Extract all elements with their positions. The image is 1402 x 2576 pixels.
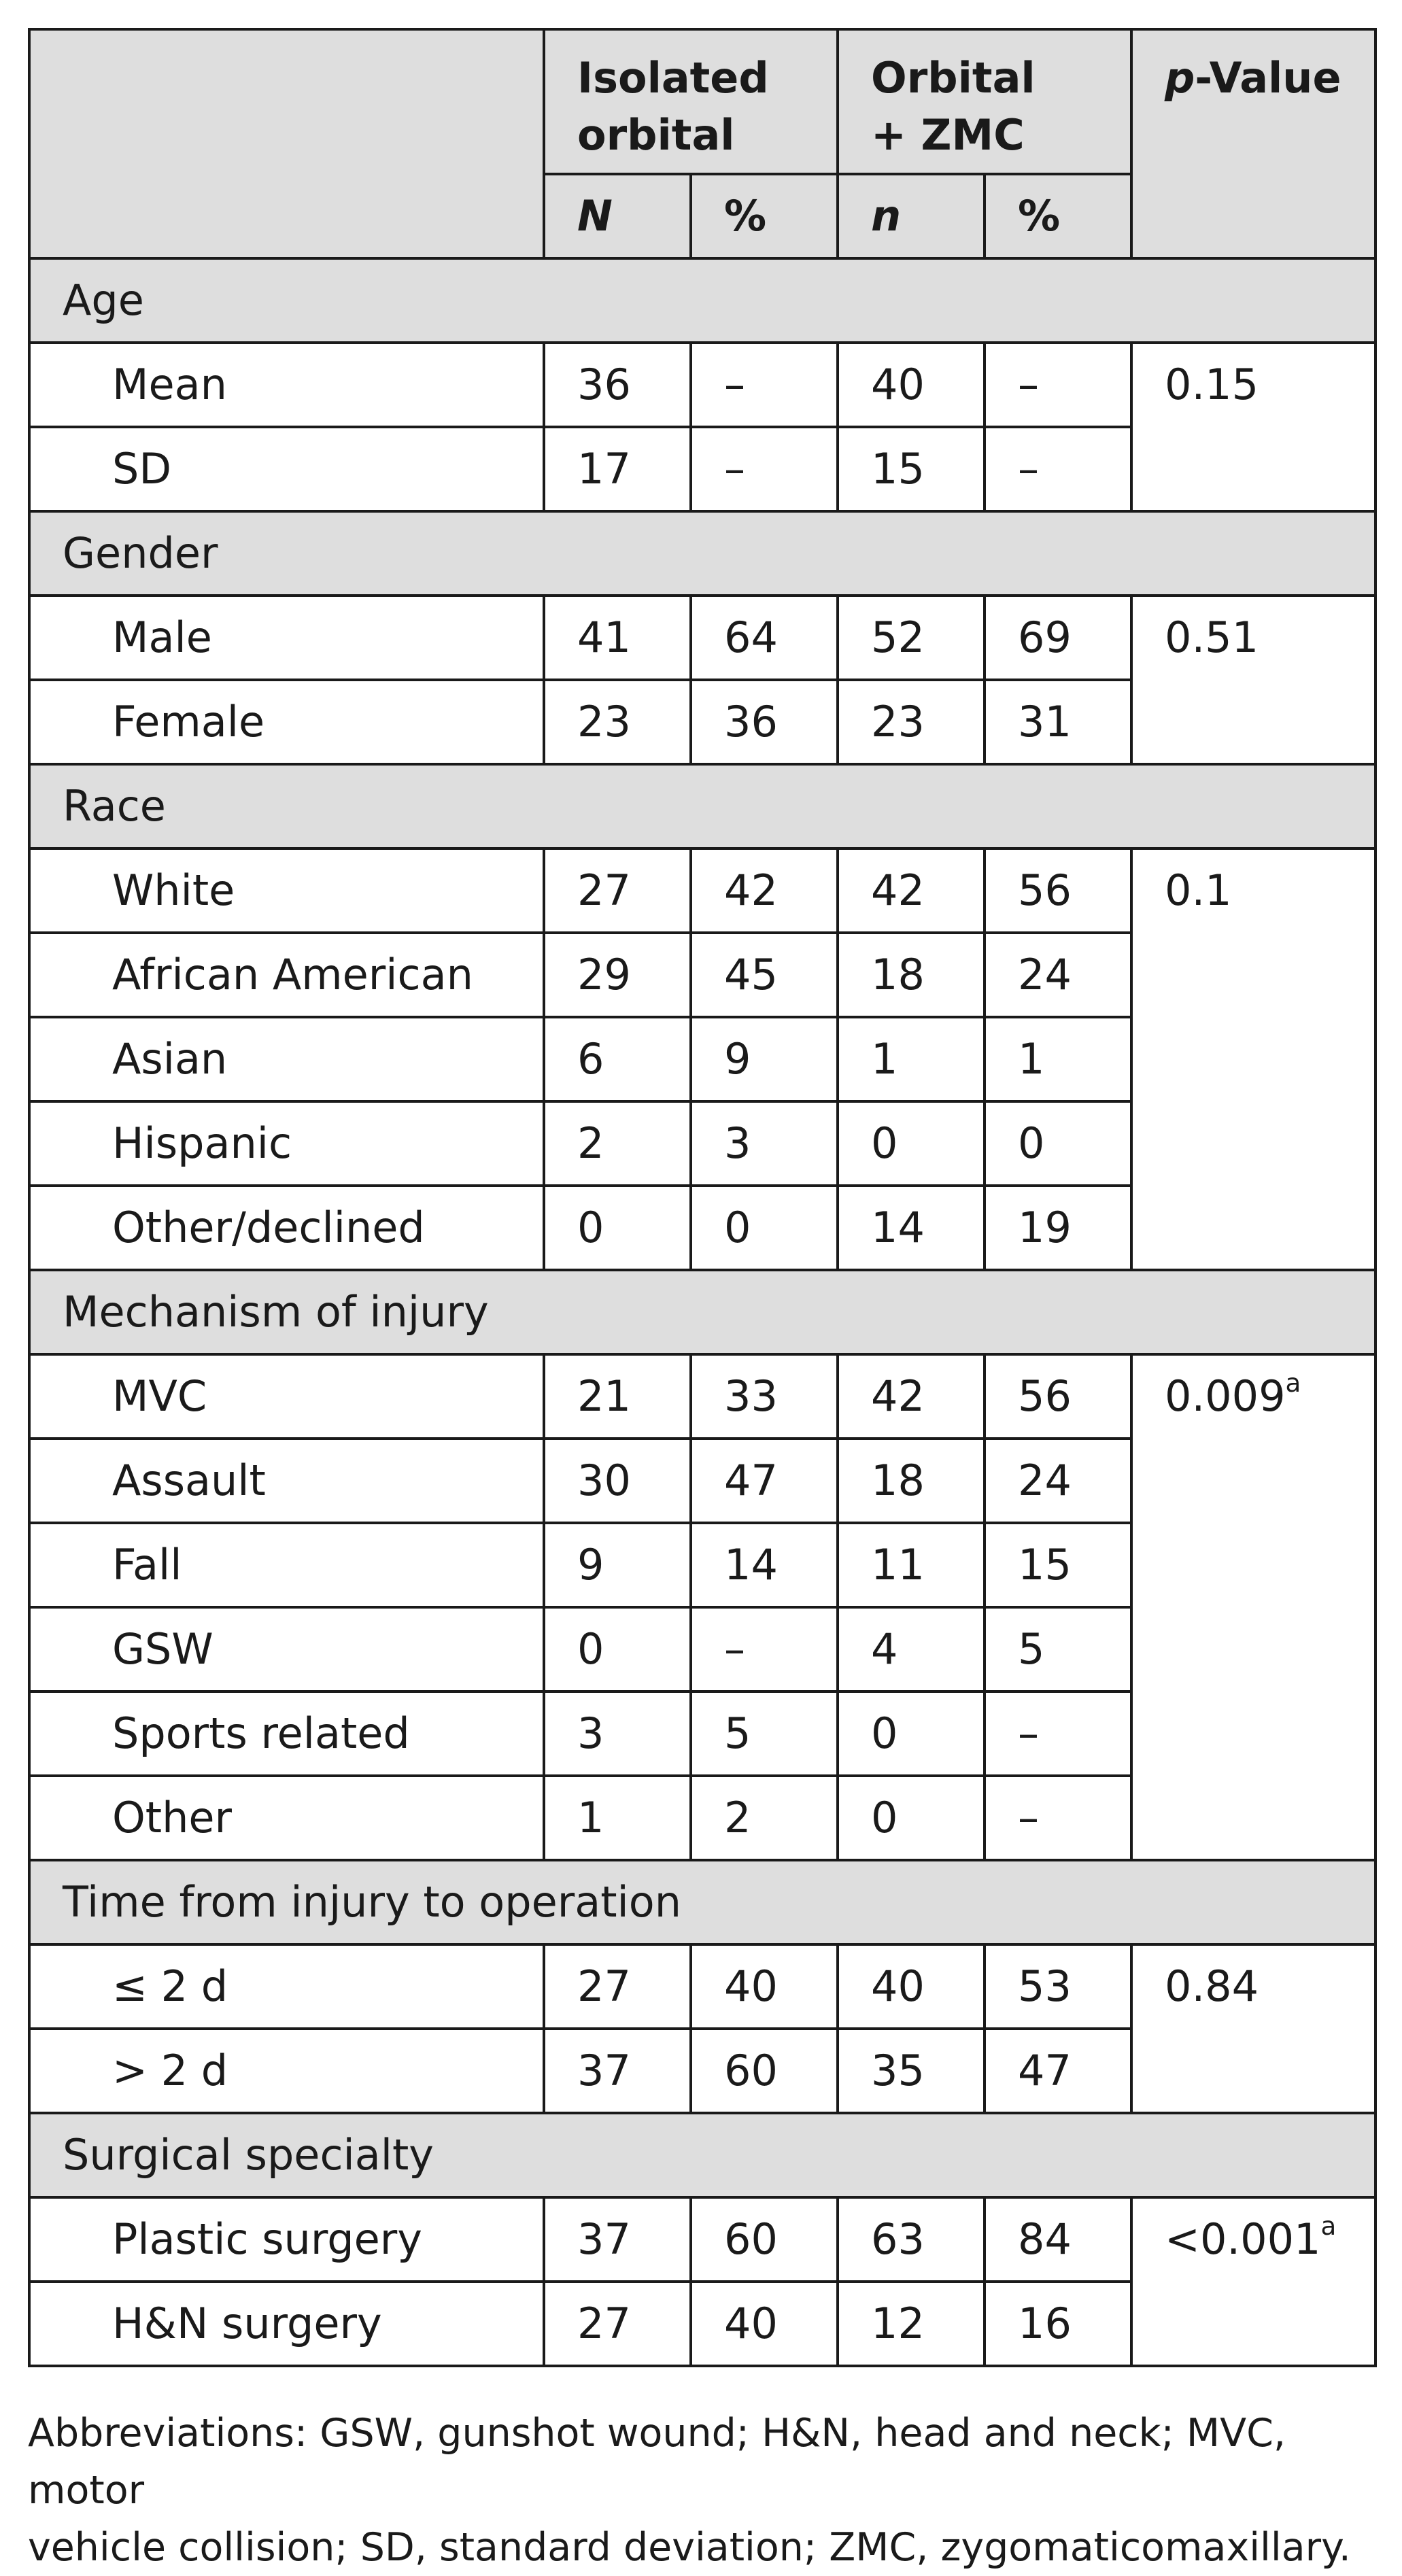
table-cell: 0: [985, 1101, 1131, 1186]
row-label: > 2 d: [29, 2029, 544, 2113]
table-cell: 69: [985, 596, 1131, 680]
p-value-cell: [1131, 1354, 1375, 1860]
table-cell: 42: [838, 848, 985, 933]
table-cell: 47: [985, 2029, 1131, 2113]
table-cell: 41: [544, 596, 691, 680]
row-label: African American: [29, 933, 544, 1017]
row-label: MVC: [29, 1354, 544, 1439]
header-isolated-orbital: Isolated orbital: [544, 29, 838, 174]
table-cell: 42: [691, 848, 838, 933]
header-sub-N: N: [544, 174, 691, 258]
header-orbital-zmc: Orbital + ZMC: [838, 29, 1131, 174]
table-cell: –: [691, 343, 838, 427]
table-cell: 0: [838, 1101, 985, 1186]
table-cell: 63: [838, 2197, 985, 2282]
table-cell: 31: [985, 680, 1131, 764]
row-label: Other: [29, 1776, 544, 1860]
table-cell: 1: [544, 1776, 691, 1860]
table-cell: 37: [544, 2029, 691, 2113]
section-row: [29, 764, 1375, 848]
table-cell: 15: [985, 1523, 1131, 1607]
table-cell: 24: [985, 1439, 1131, 1523]
table-cell: 27: [544, 1944, 691, 2029]
table-cell: 45: [691, 933, 838, 1017]
table-cell: 14: [691, 1523, 838, 1607]
table-row: [29, 1944, 1375, 2029]
table-cell: 14: [838, 1186, 985, 1270]
table-cell: 5: [985, 1607, 1131, 1691]
table-cell: 9: [691, 1017, 838, 1101]
section-row: [29, 1270, 1375, 1354]
table-cell: 36: [544, 343, 691, 427]
section-title: Age: [29, 258, 1375, 343]
p-value: 0.51: [1165, 613, 1259, 662]
row-label: Sports related: [29, 1691, 544, 1776]
table-cell: 24: [985, 933, 1131, 1017]
table-cell: 2: [544, 1101, 691, 1186]
table-cell: 19: [985, 1186, 1131, 1270]
row-label: SD: [29, 427, 544, 511]
table-cell: 1: [838, 1017, 985, 1101]
table-cell: 40: [838, 343, 985, 427]
row-label: Other/declined: [29, 1186, 544, 1270]
table-cell: 60: [691, 2197, 838, 2282]
table-cell: 3: [544, 1691, 691, 1776]
table-cell: 47: [691, 1439, 838, 1523]
header-corner: [29, 29, 544, 258]
table-cell: 0: [544, 1186, 691, 1270]
table-footnote: [28, 2405, 1381, 2576]
footnote-line: vehicle collision; SD, standard deviation; ZMC, zygomaticomaxillary.: [28, 2524, 1351, 2570]
table-cell: 40: [691, 1944, 838, 2029]
table-row: [29, 1354, 1375, 1439]
row-label: Asian: [29, 1017, 544, 1101]
table-cell: 36: [691, 680, 838, 764]
p-value-cell: [1131, 1944, 1375, 2113]
table-cell: –: [691, 427, 838, 511]
table-cell: 33: [691, 1354, 838, 1439]
demographics-table: [28, 28, 1377, 2367]
table-cell: 23: [544, 680, 691, 764]
table-cell: 0: [544, 1607, 691, 1691]
table-cell: 9: [544, 1523, 691, 1607]
section-row: [29, 258, 1375, 343]
table-row: [29, 848, 1375, 933]
table-cell: 0: [838, 1776, 985, 1860]
p-value-cell: [1131, 343, 1375, 511]
table-body: [29, 258, 1375, 2366]
table-cell: –: [985, 1691, 1131, 1776]
significance-marker: a: [1320, 2211, 1337, 2242]
significance-marker: a: [1285, 1368, 1301, 1398]
section-row: [29, 2113, 1375, 2197]
section-title: Mechanism of injury: [29, 1270, 1375, 1354]
table-cell: 56: [985, 1354, 1131, 1439]
section-title: Surgical specialty: [29, 2113, 1375, 2197]
row-label: Female: [29, 680, 544, 764]
table-cell: 0: [691, 1186, 838, 1270]
row-label: Assault: [29, 1439, 544, 1523]
table-cell: 64: [691, 596, 838, 680]
table-cell: –: [985, 343, 1131, 427]
table-cell: 60: [691, 2029, 838, 2113]
row-label: White: [29, 848, 544, 933]
row-label: H&N surgery: [29, 2282, 544, 2366]
table-cell: 4: [838, 1607, 985, 1691]
header-sub-n: n: [838, 174, 985, 258]
table-cell: 3: [691, 1101, 838, 1186]
table-cell: 2: [691, 1776, 838, 1860]
table-cell: –: [985, 1776, 1131, 1860]
row-label: Fall: [29, 1523, 544, 1607]
p-value: 0.009: [1165, 1371, 1286, 1421]
table-cell: 56: [985, 848, 1131, 933]
row-label: Plastic surgery: [29, 2197, 544, 2282]
row-label: GSW: [29, 1607, 544, 1691]
section-title: Race: [29, 764, 1375, 848]
table-cell: 15: [838, 427, 985, 511]
row-label: Male: [29, 596, 544, 680]
table-cell: 37: [544, 2197, 691, 2282]
table-cell: 18: [838, 1439, 985, 1523]
table-cell: –: [985, 427, 1131, 511]
section-row: [29, 511, 1375, 596]
table-cell: 1: [985, 1017, 1131, 1101]
table-row: [29, 596, 1375, 680]
table-cell: 27: [544, 848, 691, 933]
table-cell: 12: [838, 2282, 985, 2366]
header-sub-percent: %: [691, 174, 838, 258]
table-cell: 30: [544, 1439, 691, 1523]
table-cell: 40: [838, 1944, 985, 2029]
section-title: Gender: [29, 511, 1375, 596]
p-value-cell: [1131, 596, 1375, 764]
row-label: Mean: [29, 343, 544, 427]
p-value: <0.001: [1165, 2214, 1321, 2264]
table-cell: 6: [544, 1017, 691, 1101]
p-value-cell: [1131, 848, 1375, 1270]
table-cell: 11: [838, 1523, 985, 1607]
table-cell: 84: [985, 2197, 1131, 2282]
table-cell: –: [691, 1607, 838, 1691]
table-row: [29, 2197, 1375, 2282]
table-cell: 16: [985, 2282, 1131, 2366]
section-title: Time from injury to operation: [29, 1860, 1375, 1944]
table-cell: 17: [544, 427, 691, 511]
p-value-cell: [1131, 2197, 1375, 2366]
row-label: Hispanic: [29, 1101, 544, 1186]
table-cell: 0: [838, 1691, 985, 1776]
table-cell: 27: [544, 2282, 691, 2366]
table-cell: 23: [838, 680, 985, 764]
table-cell: 21: [544, 1354, 691, 1439]
table-cell: 53: [985, 1944, 1131, 2029]
table-cell: 42: [838, 1354, 985, 1439]
header-p-value: p-Value: [1131, 29, 1375, 258]
row-label: ≤ 2 d: [29, 1944, 544, 2029]
table-cell: 35: [838, 2029, 985, 2113]
table-cell: 40: [691, 2282, 838, 2366]
table-cell: 52: [838, 596, 985, 680]
table-cell: 5: [691, 1691, 838, 1776]
p-value: 0.1: [1165, 865, 1232, 915]
table-row: [29, 343, 1375, 427]
footnote-line: Abbreviations: GSW, gunshot wound; H&N, head and neck; MVC, motor: [28, 2411, 1286, 2513]
p-value: 0.15: [1165, 360, 1259, 409]
table-cell: 18: [838, 933, 985, 1017]
section-row: [29, 1860, 1375, 1944]
p-value: 0.84: [1165, 1961, 1259, 2011]
table-cell: 29: [544, 933, 691, 1017]
header-sub-percent: %: [985, 174, 1131, 258]
